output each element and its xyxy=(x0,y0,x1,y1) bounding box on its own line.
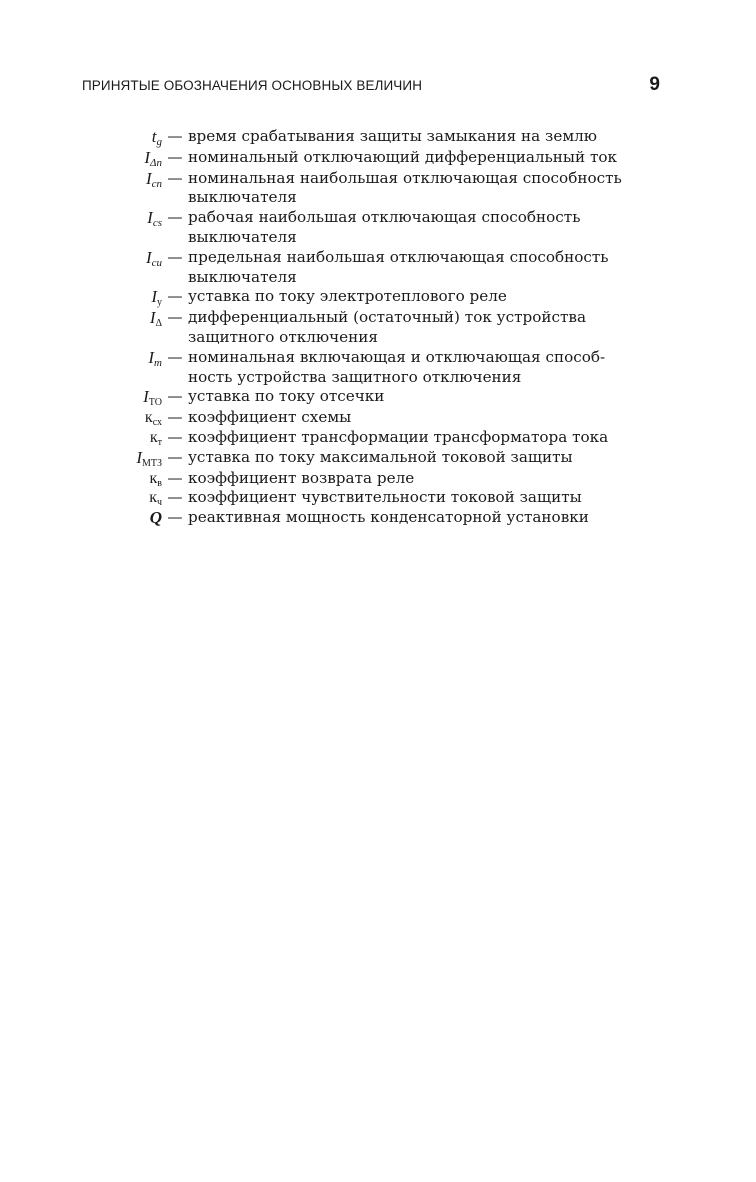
legend-description: уставка по току максимальной токовой защиты xyxy=(188,447,573,466)
legend-entry-icu xyxy=(100,248,700,288)
legend-symbol: $I_у$ xyxy=(151,287,162,309)
legend-description: дифференциальный (остаточный) ток устройства защитного отключения xyxy=(188,308,587,346)
legend-description: уставка по току электротеплового реле xyxy=(188,287,507,306)
legend-dash: — xyxy=(167,208,183,227)
legend-dash: — xyxy=(167,347,183,366)
legend-entry-imtz xyxy=(100,448,700,469)
legend-entry-iu xyxy=(100,287,700,308)
legend-description: коэффициент возврата реле xyxy=(188,468,415,487)
symbol-legend xyxy=(100,127,700,529)
legend-symbol: $к_{сх}$ xyxy=(144,409,162,429)
legend-entry-ito xyxy=(100,387,700,408)
legend-symbol: $I_m$ xyxy=(148,347,162,369)
legend-entry-ics xyxy=(100,208,700,248)
legend-dash: — xyxy=(167,247,183,266)
legend-entry-tg xyxy=(100,127,700,148)
legend-dash: — xyxy=(167,468,183,487)
legend-dash: — xyxy=(167,127,183,145)
legend-dash: — xyxy=(167,308,183,327)
legend-symbol: $t_g$ xyxy=(151,127,162,148)
legend-symbol: $I_{cu}$ xyxy=(145,247,162,269)
legend-dash: — xyxy=(167,508,183,527)
page-number: 9 xyxy=(649,74,660,95)
legend-symbol: $I_{\Delta n}$ xyxy=(144,147,162,169)
running-title: ПРИНЯТЫЕ ОБОЗНАЧЕНИЯ ОСНОВНЫХ ВЕЛИЧИН xyxy=(82,78,423,93)
legend-dash: — xyxy=(167,427,183,446)
legend-dash: — xyxy=(167,287,183,306)
legend-dash: — xyxy=(167,168,183,187)
legend-dash: — xyxy=(167,147,183,166)
legend-description: рабочая наибольшая отключающая способность выключателя xyxy=(188,208,581,246)
legend-description: время срабатывания защиты замыкания на землю xyxy=(188,127,598,145)
legend-description: номинальная наибольшая отключающая способность выключателя xyxy=(188,168,622,207)
legend-entry-ksh xyxy=(100,408,700,428)
legend-symbol: $I_{cs}$ xyxy=(147,208,162,230)
legend-description: коэффициент чувствительности токовой защиты xyxy=(188,488,582,507)
legend-symbol: $к_т$ xyxy=(149,428,162,448)
legend-dash: — xyxy=(167,488,183,507)
legend-description: реактивная мощность конденсаторной установки xyxy=(188,508,589,527)
running-header xyxy=(82,76,662,98)
legend-entry-kt xyxy=(100,428,700,448)
legend-symbol: $к_в$ xyxy=(149,469,162,489)
legend-entry-q xyxy=(100,508,700,529)
legend-entry-icn xyxy=(100,169,700,209)
legend-dash: — xyxy=(167,447,183,466)
legend-symbol: Q xyxy=(149,508,162,528)
legend-entry-im xyxy=(100,348,700,388)
legend-description: предельная наибольшая отключающая способность выключателя xyxy=(188,247,609,286)
legend-entry-kch xyxy=(100,488,700,508)
legend-entry-i-delta xyxy=(100,308,700,348)
legend-dash: — xyxy=(167,408,183,427)
legend-description: коэффициент схемы xyxy=(188,408,352,427)
legend-entry-kv xyxy=(100,469,700,489)
legend-symbol: $I_{МТЗ}$ xyxy=(136,447,162,469)
legend-symbol: $I_{ТО}$ xyxy=(143,387,162,409)
legend-symbol: $к_ч$ xyxy=(149,489,162,509)
legend-description: уставка по току отсечки xyxy=(188,387,385,406)
legend-description: номинальный отключающий дифференциальный ток xyxy=(188,147,618,166)
legend-description: коэффициент трансформации трансформатора тока xyxy=(188,427,609,446)
legend-symbol: $I_\Delta$ xyxy=(149,308,162,330)
legend-description: номинальная включающая и отключающая способ- ность устройства защитного отключения xyxy=(188,347,606,386)
legend-symbol: $I_{cn}$ xyxy=(145,168,162,190)
legend-entry-i-delta-n xyxy=(100,148,700,169)
legend-dash: — xyxy=(167,387,183,406)
